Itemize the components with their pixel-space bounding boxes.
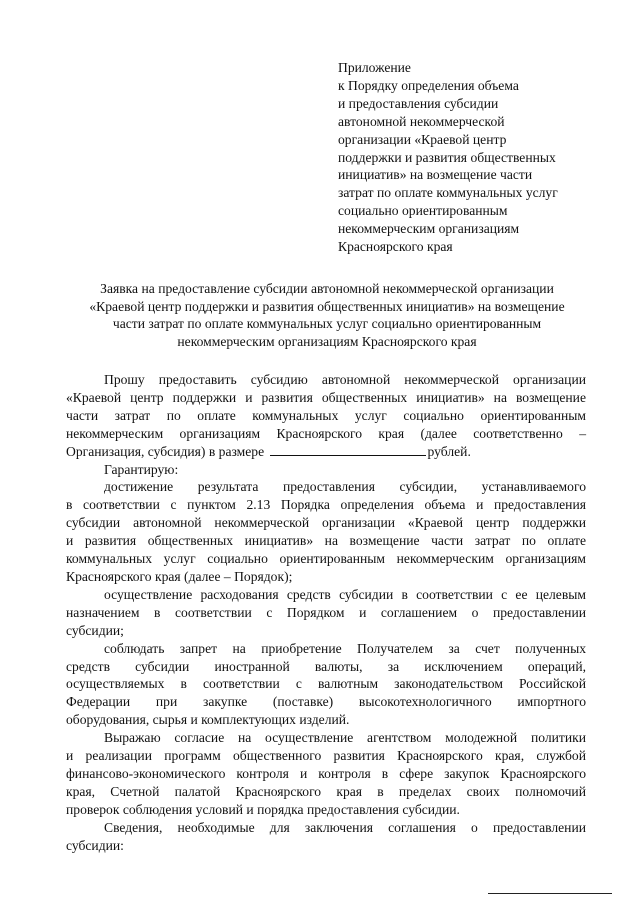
paragraph-line: проверок соблюдения условий и порядка предоставления субсидии. — [66, 801, 460, 817]
paragraph-line: и реализации программ общественного развития Красноярского края, службой — [66, 748, 586, 764]
appendix-line: Приложение — [338, 60, 411, 75]
info-paragraph — [66, 819, 586, 855]
paragraph-line: в соответствии с пунктом 2.13 Порядка определения объема и предоставления — [66, 497, 586, 513]
paragraph-line: субсидии; — [66, 622, 124, 638]
paragraph-line: Сведения, необходимые для заключения соглашения о предоставлении — [104, 819, 586, 835]
appendix-line: поддержки и развития общественных — [338, 149, 556, 165]
paragraph-line: коммунальных услуг социально ориентированным некоммерческим организациям — [66, 551, 586, 567]
amount-prefix: Организация, субсидия) в размере — [66, 443, 265, 459]
request-paragraph — [66, 371, 586, 461]
paragraph-line: субсидии: — [66, 837, 124, 853]
appendix-line: некоммерческим организациям — [338, 221, 520, 237]
guarantee-label: Гарантирую: — [104, 461, 179, 477]
title-line: части затрат по оплате коммунальных услуг социально ориентированным — [112, 316, 542, 332]
footer-divider — [488, 893, 612, 894]
paragraph-line: осуществление расходования средств субсидии в соответствии с ее целевым — [104, 586, 586, 602]
paragraph-line: части затрат по оплате коммунальных услуг социально ориентированным — [66, 407, 586, 423]
document-title — [62, 280, 592, 350]
title-line: Заявка на предоставление субсидии автономной некоммерческой организации — [100, 281, 554, 296]
appendix-line: затрат по оплате коммунальных услуг — [338, 185, 558, 201]
paragraph-line: и развития общественных инициатив» на возмещение части затрат по оплате — [66, 533, 586, 549]
appendix-line: организации «Краевой центр — [338, 131, 507, 147]
paragraph-line: соблюдать запрет на приобретение Получателем за счет полученных — [104, 640, 586, 656]
paragraph-line: Красноярского края (далее – Порядок); — [66, 568, 293, 584]
paragraph-line: осуществляемых в соответствии с валютным законодательством Российской — [66, 676, 586, 692]
paragraph-line: субсидии автономной некоммерческой организации «Краевой центр поддержки — [66, 515, 586, 531]
appendix-line: инициатив» на возмещение части — [338, 167, 533, 183]
amount-blank-field[interactable] — [270, 443, 426, 456]
guarantee-spending-paragraph — [66, 586, 586, 640]
appendix-line: Красноярского края — [338, 239, 453, 255]
paragraph-line: средств субсидии иностранной валюты, за исключением операций, — [66, 658, 586, 674]
appendix-line: и предоставления субсидии — [338, 95, 499, 111]
appendix-line: социально ориентированным — [338, 203, 508, 219]
amount-line — [66, 443, 586, 461]
paragraph-line: края, Счетной палатой Красноярского края в пределах своих полномочий — [66, 783, 586, 799]
paragraph-line: некоммерческим организациям Красноярского края (далее соответственно – — [66, 425, 586, 441]
guarantee-currency-paragraph — [66, 640, 586, 730]
guarantee-label-paragraph — [66, 461, 586, 479]
paragraph-line: финансово-экономического контроля и контроля в сфере закупок Красноярского — [66, 765, 586, 781]
paragraph-line: назначением в соответствии с Порядком и соглашением о предоставлении — [66, 604, 586, 620]
paragraph-line: Прошу предоставить субсидию автономной некоммерческой организации — [104, 372, 586, 387]
document-body — [66, 371, 586, 854]
paragraph-line: «Краевой центр поддержки и развития общественных инициатив» на возмещение — [66, 389, 586, 405]
paragraph-line: оборудования, сырья и комплектующих изделий. — [66, 712, 350, 728]
title-line: «Краевой центр поддержки и развития общественных инициатив» на возмещение — [89, 298, 565, 314]
appendix-line: к Порядку определения объема — [338, 77, 519, 93]
appendix-header — [338, 59, 588, 256]
appendix-line: автономной некоммерческой — [338, 113, 505, 129]
guarantee-result-paragraph — [66, 478, 586, 585]
paragraph-line: достижение результата предоставления субсидии, устанавливаемого — [104, 479, 586, 495]
paragraph-line: Федерации при закупке (поставке) высокотехнологичного импортного — [66, 694, 586, 710]
consent-paragraph — [66, 729, 586, 819]
amount-suffix: рублей. — [427, 443, 471, 459]
title-line: некоммерческим организациям Красноярского края — [177, 333, 477, 349]
paragraph-line: Выражаю согласие на осуществление агентством молодежной политики — [104, 730, 586, 746]
